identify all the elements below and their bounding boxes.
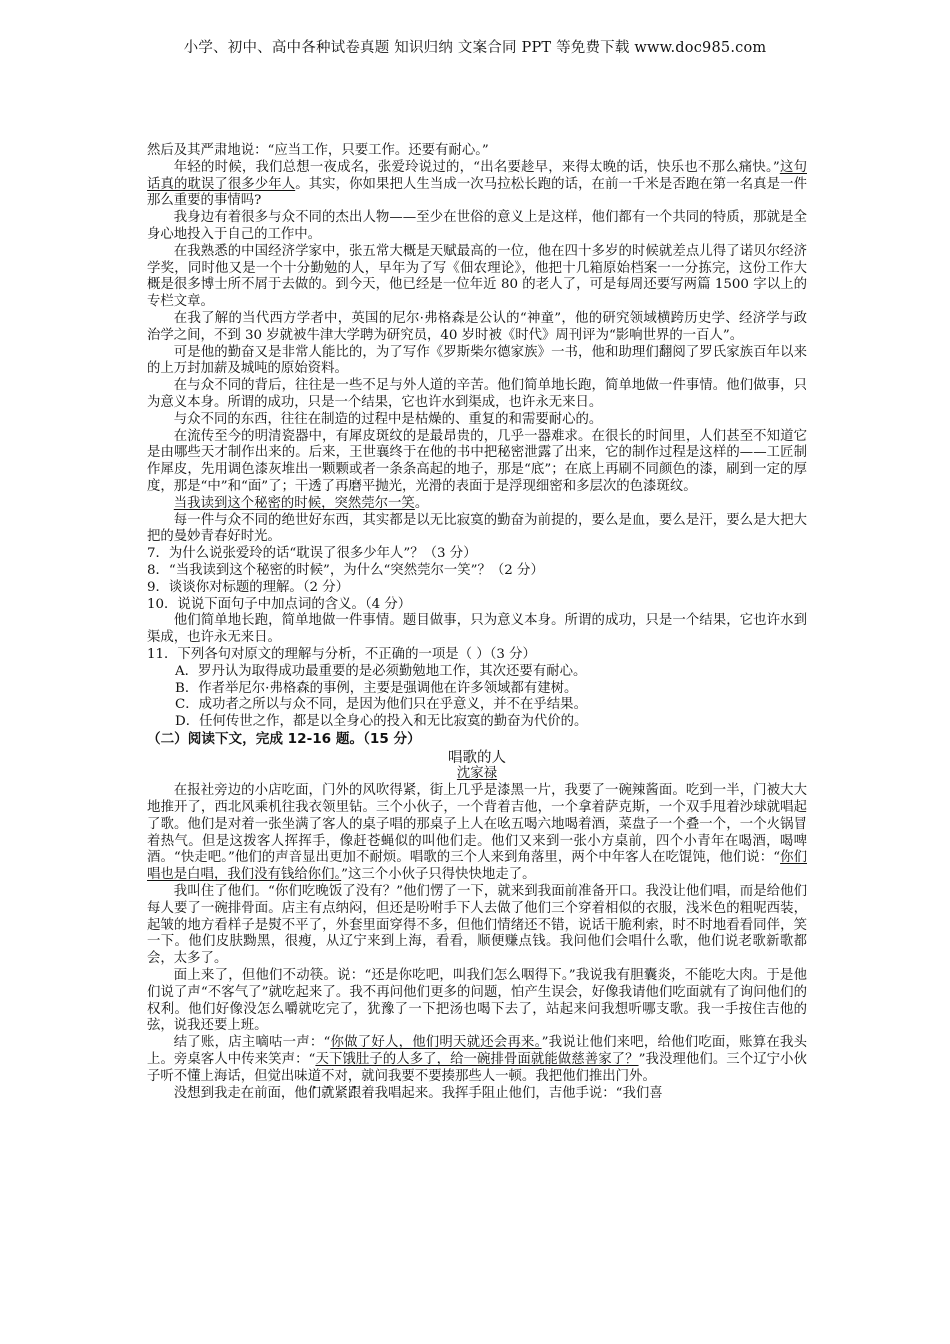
paragraph: 我身边有着很多与众不同的杰出人物——至少在世俗的意义上是这样，他们都有一个共同的特质，那就是全身心地投入于自己的工作中。	[147, 210, 807, 242]
paragraph: 在与众不同的背后，往往是一些不足与外人道的辛苦。他们简单地长跑，简单地做一件事情。他们做事，只为意义本身。所谓的成功，只是一个结果，它也许水到渠成，也许永无来日。	[147, 378, 807, 410]
underlined-sentence: 你做了好人，他们明天就还会再来。	[330, 1035, 542, 1051]
dotted-char: 道	[307, 1068, 322, 1084]
text-span: ”这三个小伙子只得快快地走了。	[341, 867, 536, 883]
underlined-sentence: 这句话真的耽误了很多少年人	[147, 159, 807, 192]
option-c: C．成功者之所以与众不同，是因为他们只在乎意义，并不在乎结果。	[175, 697, 587, 713]
paragraph: 每一件与众不同的绝世好东西，其实都是以无比寂寞的勤奋为前提的，要么是血，要么是汗，要么是大把大把的曼妙青春好时光。	[147, 512, 807, 545]
dotted-char: 味	[294, 1068, 308, 1084]
paragraph: 在我熟悉的中国经济学家中，张五常大概是天赋最高的一位，他在四十多岁的时候就差点儿得了诺贝尔经济学奖，同时他又是一个十分勤勉的人，早年为了写《佃农理论》，他把十几箱原始档案一一分拣完，这份工作大概是很多博士所不屑于去做的。到今天，他已经是一位年近 80 的老人了，可是每周还要写两篇 1500 字以上的专栏文章。	[147, 243, 807, 310]
option-d: D．任何传世之作，都是以全身心的投入和无比寂寞的勤奋为代价的。	[175, 714, 588, 730]
option-a: A．罗丹认为取得成功最重要的是必须勤勉地工作，其次还要有耐心。	[175, 663, 587, 679]
question-10-quote: 他们简单地长跑，简单地做一件事情。题目做事，只为意义本身。所谓的成功，只是一个结果，它也许水到渠成，也许永无来日。	[147, 613, 807, 646]
text-span: 不	[321, 1068, 335, 1084]
question-10: 10．说说下面句子中加点词的含义。（4 分）	[147, 596, 412, 612]
question-9: 9．谈谈你对标题的理解。（2 分）	[147, 579, 350, 595]
paragraph	[147, 783, 807, 884]
paragraph: 我叫住了他们。“你们吃晚饭了没有？”他们愣了一下，就来到我面前准备开口。我没让他们唱，而是给他们每人要了一碗排骨面。店主有点纳闷，但还是吩咐手下人去做了他们三个穿着相似的衣服，浅米色的粗呢西装，起皱的地方看样子是熨不平了，外套里面穿得不多，但他们情绪还不错，说话干脆利索，时不时地看看同伴，笑一下。他们皮肤黝黑，很瘦，从辽宁来到上海，看看，顺便赚点钱。我问他们会唱什么歌，他们说老歌新歌都会，太多了。	[147, 884, 807, 967]
page-header: 小学、初中、高中各种试卷真题 知识归纳 文案合同 PPT 等免费下载 www.doc985.com	[183, 40, 767, 56]
text-span: 在报社旁边的小店吃面，门外的风吹得紧，街上几乎是漆黑一片，我要了一碗辣酱面。吃到一半，门被大大地推开了，西北风乘机往我衣领里钻。三个小伙子，一个背着吉他，一个拿着萨克斯，一个双手甩着沙球就唱起了歌。他们是对着一张坐满了客人的桌子唱的那桌子上人在吆五喝六地喝着酒，菜盘子一个叠一个，一个火锅冒着热气。但是这拨客人挥挥手，像赶苍蝇似的叫他们走。他们又来到一张小方桌前，四个小青年在喝酒，喝啤酒。“快走吧。”他们的声音显出更加不耐烦。唱歌的三个人来到角落里，两个中年客人在吃馄饨，他们说：“	[147, 783, 807, 866]
question-7: 7．为什么说张爱玲的话“耽误了很多少年人”？（3 分）	[147, 546, 477, 562]
paragraph: 可是他的勤奋又是非常人能比的，为了写作《罗斯柴尔德家族》一书，他和助理们翻阅了罗氏家族百年以来的上万封加薪及城吨的原始资料。	[147, 344, 807, 377]
paragraph: 与众不同的东西，往往在制造的过程中是枯燥的、重复的和需要耐心的。	[173, 411, 603, 427]
paragraph: 在流传至今的明清瓷器中，有犀皮斑纹的是最昂贵的，几乎一器难求。在很长的时间里，人们甚至不知道它是由哪些天才制作出来的。后来，王世襄终于在他的书中把秘密泄露了出来，它的制作过程是这样的——工匠制作犀皮，先用调色漆灰堆出一颗颗或者一条条高起的地子，那是“底”；在底上再刷不同颜色的漆，刷到一定的厚度，那是“中”和“面”了；干透了再磨平抛光，光滑的表面于是浮现细密和多层次的色漆斑纹。	[147, 428, 807, 494]
document-body	[147, 143, 807, 1102]
author-name: 沈家禄	[456, 766, 498, 782]
paragraph	[147, 160, 807, 210]
question-11: 11．下列各句对原文的理解与分析，不正确的一项是（ ）（3 分）	[147, 646, 536, 662]
text-span: ”我没理他们。三个辽宁小伙子听不懂上海话，但觉出	[147, 1052, 807, 1084]
underlined-sentence: 当我读到这个秘密的时候，突然莞尔一笑	[173, 495, 415, 511]
section-heading: （二）阅读下文，完成 12-16 题。（15 分）	[147, 730, 421, 747]
text-span: 。	[414, 495, 429, 511]
text-span: ”我说让他们来吧，给他们吃面，账算在我头上。旁桌客人中传来笑声：“	[147, 1035, 807, 1068]
paragraph: 没想到我走在前面，他们就紧跟着我唱起来。我挥手阻止他们，吉他手说：“我们喜	[173, 1085, 663, 1101]
paragraph	[147, 496, 807, 513]
question-8: 8．“当我读到这个秘密的时候”，为什么“突然莞尔一笑”？（2 分）	[147, 562, 544, 578]
paragraph: 在我了解的当代西方学者中，英国的尼尔·弗格森是公认的“神童”，他的研究领域横跨历史学、经济学与政治学之间，不到 30 岁就被牛津大学聘为研究员，40 岁时被《时代》周刊评为“影响世界的一百人”。	[147, 310, 807, 343]
underlined-sentence: 天下饿肚子的人多了，给一碗排骨面就能做慈善家了？	[315, 1052, 639, 1068]
dotted-char: 对	[334, 1068, 348, 1084]
option-b: B．作者举尼尔·弗格森的事例，主要是强调他在许多领域都有建树。	[175, 680, 578, 696]
paragraph: 面上来了，但他们不动筷。说：“还是你吃吧，叫我们怎么咽得下。”我说我有胆囊炎，不能吃大肉。于是他们说了声“不客气了”就吃起来了。我不再问他们更多的问题，怕产生误会，好像我请他们吃面就有了询问他们的权利。他们好像没怎么嚼就吃完了，犹豫了一下把汤也喝下去了，站起来问我想听哪支歌。我一手按住吉他的弦，说我还要上班。	[147, 968, 807, 1034]
text-span: 结了账，店主嘀咕一声：“	[173, 1035, 331, 1051]
article-author	[147, 766, 807, 783]
text-span: 。其实，你如果把人生当成一次马拉松长跑的话，在前一千米是否跑在第一名真是一件那么重要的事情吗?	[147, 176, 808, 209]
text-span: 年轻的时候，我们总想一夜成名，张爱玲说过的，“出名要趁早，来得太晚的话，快乐也不那么痛快。”	[173, 159, 780, 175]
article-title: 唱歌的人	[448, 749, 506, 766]
paragraph: 然后及其严肃地说：“应当工作，只要工作。还要有耐心。”	[147, 143, 489, 158]
text-span: ，就问我要不要揍那些人一顿。我把他们推出门外。	[347, 1068, 656, 1084]
paragraph	[147, 1035, 807, 1085]
underlined-sentence: 你们唱也是白唱，我们没有钱给你们。	[147, 850, 807, 883]
